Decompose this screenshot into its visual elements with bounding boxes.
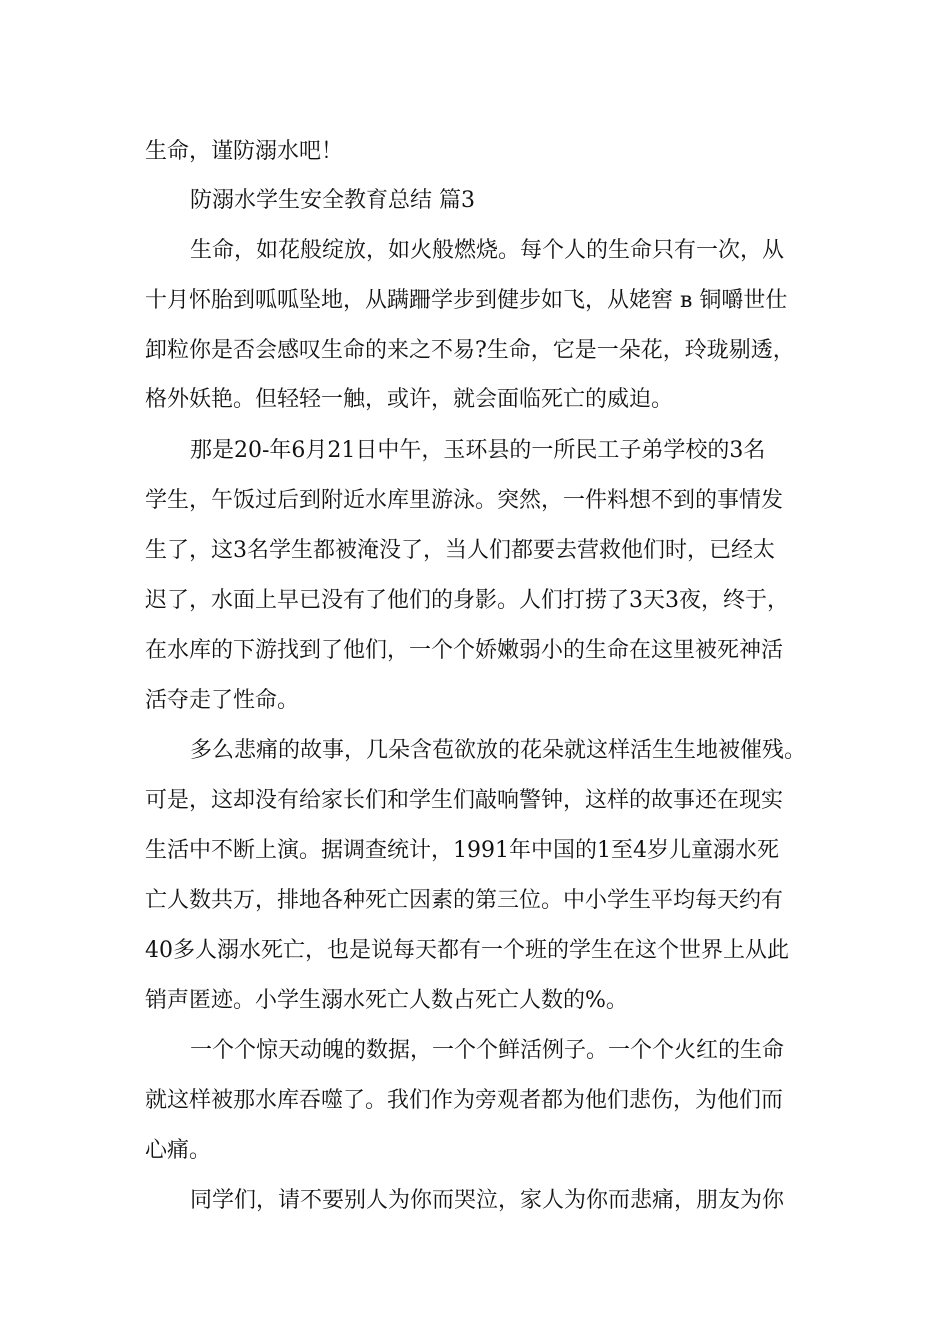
text-line: 卸粒你是否会感叹生命的来之不易?生命，它是一朵花，玲珑剔透，	[145, 338, 795, 363]
text-line: 心痛。	[145, 1138, 212, 1163]
text-line: 那是20-年6月21日中午，玉环县的一所民工子弟学校的3名	[190, 438, 766, 463]
text-line: 销声匿迹。小学生溺水死亡人数占死亡人数的%。	[145, 988, 628, 1013]
text-line: 就这样被那水库吞噬了。我们作为旁观者都为他们悲伤，为他们而	[145, 1088, 784, 1113]
text-line: 多么悲痛的故事，几朵含苞欲放的花朵就这样活生生地被催残。	[190, 738, 807, 763]
text-line: 活夺走了性命。	[145, 688, 300, 713]
text-line: 亡人数共万，排地各种死亡因素的第三位。中小学生平均每天约有	[145, 888, 784, 913]
text-line: 可是，这却没有给家长们和学生们敲响警钟，这样的故事还在现实	[145, 788, 784, 813]
text-line: 生活中不断上演。据调查统计，1991年中国的1至4岁儿童溺水死	[145, 838, 779, 863]
text-line: 生命，如花般绽放，如火般燃烧。每个人的生命只有一次，从	[190, 238, 785, 263]
section-heading: 防溺水学生安全教育总结 篇3	[190, 188, 475, 213]
text-line: 在水库的下游找到了他们，一个个娇嫩弱小的生命在这里被死神活	[145, 638, 784, 663]
text-line: 迟了，水面上早已没有了他们的身影。人们打捞了3天3夜，终于，	[145, 588, 789, 613]
text-line: 学生，午饭过后到附近水库里游泳。突然，一件料想不到的事情发	[145, 488, 784, 513]
text-line: 生了，这3名学生都被淹没了，当人们都要去营救他们时，已经太	[145, 538, 775, 563]
text-line: 40多人溺水死亡，也是说每天都有一个班的学生在这个世界上从此	[145, 938, 789, 963]
text-line: 同学们，请不要别人为你而哭泣，家人为你而悲痛，朋友为你	[190, 1188, 785, 1213]
text-line: 一个个惊天动魄的数据，一个个鲜活例子。一个个火红的生命	[190, 1038, 785, 1063]
text-line: 十月怀胎到呱呱坠地，从蹒跚学步到健步如飞，从姥窖 в 铜嚼世仕	[145, 288, 788, 313]
text-line: 格外妖艳。但轻轻一触，或许，就会面临死亡的威迫。	[145, 387, 674, 412]
text-line: 生命，谨防溺水吧！	[145, 139, 344, 164]
